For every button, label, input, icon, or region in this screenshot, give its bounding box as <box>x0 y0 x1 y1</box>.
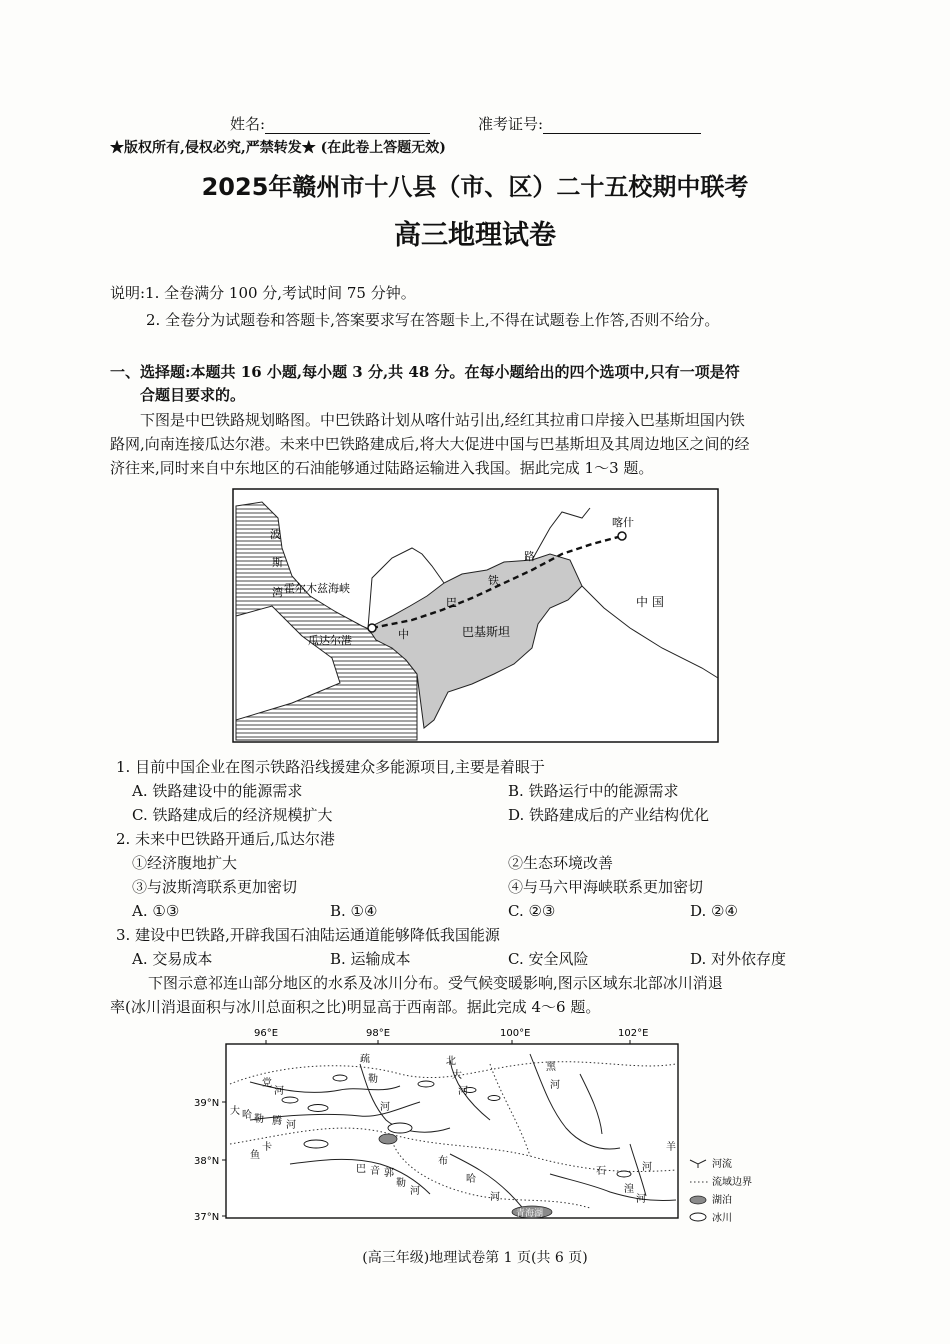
exam-title: 2025年赣州市十八县（市、区）二十五校期中联考 <box>201 173 749 201</box>
q2-option-a: A. ①③ <box>132 902 180 920</box>
lon-label: 100°E <box>500 1028 531 1039</box>
q1-stem: 1. 目前中国企业在图示铁路沿线援建众多能源项目,主要是着眼于 <box>116 758 545 776</box>
q3-option-b: B. 运输成本 <box>330 950 411 968</box>
q3-option-d: D. 对外依存度 <box>690 950 787 968</box>
label-qinghai-lake: 青海湖 <box>516 1209 544 1219</box>
legend-lake: 湖泊 <box>712 1195 732 1206</box>
river-label: 勒 <box>254 1114 264 1125</box>
glacier-shape <box>418 1081 434 1087</box>
river-label: 音 <box>370 1166 380 1177</box>
china-pakistan-railway-map <box>232 488 719 743</box>
lon-label: 96°E <box>254 1028 279 1039</box>
river-label: 哈 <box>466 1174 476 1185</box>
river-label: 河 <box>490 1192 500 1203</box>
passage1-line2: 路网,向南连接瓜达尔港。未来中巴铁路建成后,将大大促进中国与巴基斯坦及其周边地区之间的经 <box>110 435 750 453</box>
q1-option-d: D. 铁路建成后的产业结构优化 <box>508 806 710 824</box>
name-label: 姓名: <box>230 114 430 134</box>
river-label: 河 <box>410 1186 420 1197</box>
river-label: 勒 <box>368 1074 378 1085</box>
note-line-1: 说明:1. 全卷满分 100 分,考试时间 75 分钟。 <box>110 284 416 302</box>
label-pakistan: 巴基斯坦 <box>462 625 511 639</box>
passage2-line1: 下图示意祁连山部分地区的水系及冰川分布。受气候变暖影响,图示区域东北部冰川消退 <box>148 974 723 992</box>
river-label: 河 <box>274 1086 284 1097</box>
glacier-shape <box>617 1171 631 1177</box>
q2-statement-4: ④与马六甲海峡联系更加密切 <box>508 878 704 896</box>
copyright-notice: ★版权所有,侵权必究,严禁转发★ (在此卷上答题无效) <box>110 140 446 156</box>
river-label: 巴 <box>356 1164 366 1175</box>
label-railway-4: 路 <box>524 550 535 563</box>
q3-option-c: C. 安全风险 <box>508 950 589 968</box>
q1-option-b: B. 铁路运行中的能源需求 <box>508 782 679 800</box>
legend-boundary: 流域边界 <box>712 1177 752 1188</box>
id-blank <box>543 117 701 134</box>
q3-stem: 3. 建设中巴铁路,开辟我国石油陆运通道能够降低我国能源 <box>116 926 500 944</box>
river-label: 河 <box>380 1102 390 1113</box>
river-label: 哈 <box>242 1110 252 1121</box>
legend-river: 河流 <box>712 1159 732 1170</box>
glacier-shape <box>304 1140 328 1148</box>
q2-statement-1: ①经济腹地扩大 <box>132 854 238 872</box>
lon-label: 102°E <box>618 1028 649 1039</box>
label-railway-2: 巴 <box>446 596 457 609</box>
exam-subtitle: 高三地理试卷 <box>394 220 556 251</box>
glacier-shape <box>282 1097 298 1103</box>
section-heading-2: 合题目要求的。 <box>140 386 246 404</box>
qilian-mountain-map <box>190 1024 780 1230</box>
label-kashi: 喀什 <box>612 516 634 529</box>
q2-statement-2: ②生态环境改善 <box>508 854 614 872</box>
label-gwadar: 瓜达尔港 <box>308 634 352 647</box>
river-label: 鱼 <box>250 1150 260 1161</box>
label-gulf-1: 波 <box>270 528 281 541</box>
glacier-shape <box>388 1123 412 1133</box>
river-label: 党 <box>262 1078 272 1089</box>
legend-glacier: 冰川 <box>712 1213 732 1224</box>
glacier-shape <box>308 1105 328 1112</box>
lake-legend-icon <box>690 1196 706 1204</box>
passage1-line3: 济往来,同时来自中东地区的石油能够通过陆路运输进入我国。据此完成 1～3 题。 <box>110 459 654 477</box>
section-heading-1: 一、选择题:本题共 16 小题,每小题 3 分,共 48 分。在每小题给出的四个选项中,只有一项是符 <box>110 363 740 381</box>
label-gulf-2: 斯 <box>272 556 283 569</box>
passage2-line2: 率(冰川消退面积与冰川总面积之比)明显高于西南部。据此完成 4～6 题。 <box>110 998 601 1016</box>
gwadar-port-point <box>368 624 376 632</box>
river-label: 河 <box>286 1120 296 1131</box>
label-railway-3: 铁 <box>488 574 499 587</box>
lake-shape <box>379 1134 397 1144</box>
river-label: 羊 <box>666 1142 676 1153</box>
q2-option-b: B. ①④ <box>330 902 378 920</box>
glacier-shape <box>333 1075 347 1081</box>
river-label: 河 <box>642 1162 652 1173</box>
name-blank <box>265 117 430 134</box>
river-label: 卡 <box>262 1142 272 1153</box>
river-label: 疏 <box>360 1054 370 1065</box>
river-label: 河 <box>458 1086 468 1097</box>
glacier-legend-icon <box>690 1213 706 1221</box>
label-hormuz: 霍尔木兹海峡 <box>284 582 350 595</box>
river-label: 大 <box>230 1106 240 1117</box>
page-footer: (高三年级)地理试卷第 1 页(共 6 页) <box>362 1250 588 1266</box>
note-line-2: 2. 全卷分为试题卷和答题卡,答案要求写在答题卡上,不得在试题卷上作答,否则不给分。 <box>146 311 720 329</box>
river-label: 黑 <box>546 1062 556 1073</box>
label-china: 中 国 <box>636 595 664 609</box>
river-label: 河 <box>636 1194 646 1205</box>
q2-option-d: D. ②④ <box>690 902 738 920</box>
river-label: 北 <box>446 1056 456 1067</box>
lat-label: 37°N <box>194 1212 220 1223</box>
label-gulf-3: 湾 <box>272 586 283 599</box>
river-label: 河 <box>550 1080 560 1091</box>
river-label: 大 <box>452 1070 462 1081</box>
river-label: 湟 <box>624 1184 634 1195</box>
q2-option-c: C. ②③ <box>508 902 556 920</box>
q1-option-a: A. 铁路建设中的能源需求 <box>132 782 303 800</box>
kashi-station-point <box>618 532 626 540</box>
lat-label: 39°N <box>194 1098 220 1109</box>
lat-label: 38°N <box>194 1156 220 1167</box>
q3-option-a: A. 交易成本 <box>132 950 213 968</box>
q2-stem: 2. 未来中巴铁路开通后,瓜达尔港 <box>116 830 335 848</box>
river-label: 腾 <box>272 1116 282 1127</box>
map2-legend <box>690 1157 752 1224</box>
river-label: 布 <box>438 1156 448 1167</box>
passage1-line1: 下图是中巴铁路规划略图。中巴铁路计划从喀什站引出,经红其拉甫口岸接入巴基斯坦国内铁 <box>140 411 745 429</box>
river-label: 勒 <box>396 1178 406 1189</box>
id-label: 准考证号: <box>478 114 701 134</box>
q2-statement-3: ③与波斯湾联系更加密切 <box>132 878 298 896</box>
glacier-shape <box>488 1096 500 1101</box>
river-legend-icon <box>690 1160 706 1168</box>
label-railway-1: 中 <box>398 628 409 641</box>
river-label: 石 <box>596 1166 606 1177</box>
q1-option-c: C. 铁路建成后的经济规模扩大 <box>132 806 333 824</box>
river-label: 郭 <box>384 1168 394 1179</box>
lon-label: 98°E <box>366 1028 391 1039</box>
